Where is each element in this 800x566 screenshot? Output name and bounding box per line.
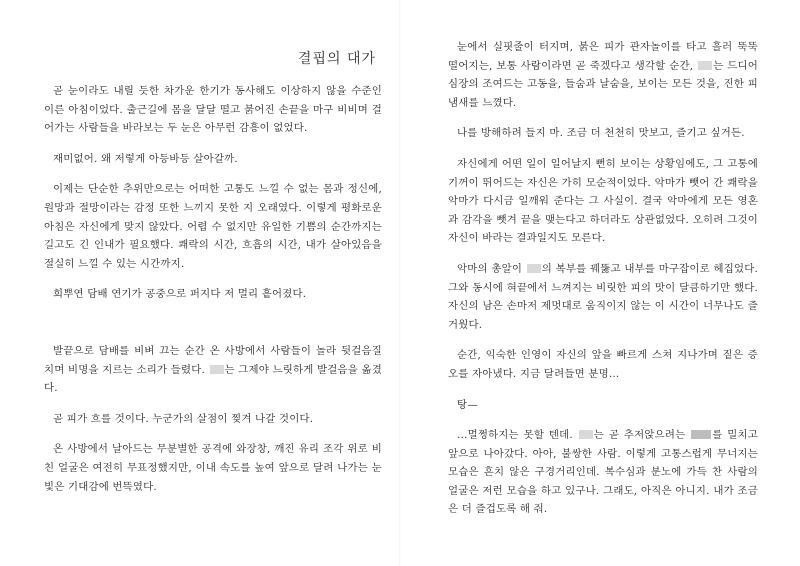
text-run: 는 드디어 심장의 조여드는 고동을, 들숨과 날숨을, 보이는 모든 것을, 진한 피 냄새를 느꼈다. <box>448 59 759 109</box>
paragraph: 순간, 익숙한 인영이 자신의 앞을 빠르게 스쳐 지나가며 짙은 증오를 자아냈다. 지금 달려들면 분명… <box>448 349 758 380</box>
section-gap <box>44 316 382 342</box>
redacted-name <box>579 430 593 439</box>
paragraph <box>448 38 758 112</box>
text-run: 악마의 총알이 <box>457 262 523 275</box>
right-page <box>400 0 800 566</box>
text-run: …멀쩡하지는 못할 텐데. <box>457 429 573 442</box>
text-run: 는 곧 추저앉으려는 <box>593 429 686 442</box>
paragraph: 나를 방해하려 들지 마. 조금 더 천천히 맛보고, 즐기고 싶거든. <box>457 127 745 140</box>
redacted-name <box>210 365 224 374</box>
text-run: 눈에서 실핏줄이 터지며, 붉은 피가 관자놀이를 타고 흘러 뚝뚝 떨어지는, 보통 사람이라면 곧 죽겠다고 생각할 순간, <box>448 41 758 72</box>
redacted-name <box>691 430 711 439</box>
text-run: 의 복부를 꿰뚫고 내부를 마구잡이로 헤집었다. 그와 동시에 혀끝에서 느껴지는 비릿한 피의 맛이 달큼하기만 했다. 자신의 남은 손마저 제멋대로 움직이지 않는 이 시간이 너무나도 즐거웠다. <box>448 262 758 331</box>
paragraph: 온 사방에서 날아드는 무분별한 공격에 와장창, 깨진 유리 조각 위로 비친 얼굴은 여전히 무표정했지만, 이내 속도를 높여 앞으로 달려 나가는 눈빛은 기대감에 번뜩였다. <box>44 443 382 493</box>
paragraph <box>44 342 382 398</box>
text-run: 는 그제야 느릿하게 발걸음을 옮겼다. <box>44 363 382 395</box>
paragraph: 이제는 단순한 추위만으로는 어떠한 고통도 느낄 수 없는 몸과 정신에, 원망과 절망이라는 감정 또한 느끼지 못한 지 오래였다. 이렇게 평화로운 아침은 자신에게 맞지 않았다. 어렵 수 없지만 유일한 기쁨의 순간까지는 길고도 긴 인내가 필요했다. 쾌락의 시간, 흐흠의 시간, 내가 살아있음을 절실히 느낄 수 있는 시간까지. <box>44 183 382 270</box>
chapter-title: 결핍의 대가 <box>297 51 376 67</box>
text-run: 를 밀치고 앞으로 나아갔다. 아아, 불쌍한 사람. 이렇게 고통스럽게 무너지는 모습은 흔치 않은 구경거리인데. 복수심과 분노에 가득 찬 사람의 얼굴은 저런 모습을 하고 있구나. 그래도, 아직은 아니지. 내가 조금은 더 즐겁도록 해 줘. <box>448 429 758 516</box>
paragraph: 자신에게 어떤 일이 일어날지 뻔히 보이는 상황임에도, 그 고통에 기꺼이 뛰어드는 자신은 가히 모순적이었다. 악마가 뺏어 간 쾌락을 악마가 다시금 일깨워 준다는 그 사실이. 결국 악마에게 모든 영혼과 감각을 뺏겨 끝을 맺는다고 하더라도 상관없었다. 오히려 그것이 자신이 바라는 결과일지도 모른다. <box>448 157 758 245</box>
paragraph: 곧 피가 흐를 것이다. 누군가의 살점이 찢겨 나갈 것이다. <box>53 412 314 425</box>
paragraph <box>448 426 758 519</box>
paragraph: 곧 눈이라도 내릴 듯한 차가운 한기가 동사해도 이상하지 않을 수준인 이른 아침이었다. 출근길에 몸을 달달 떨고 붉어진 손끝을 마구 비비며 걸어가는 사람들을 바라보는 두 눈은 아무런 감흥이 없었다. <box>44 85 382 135</box>
redacted-name <box>527 264 541 273</box>
paragraph <box>448 260 758 334</box>
paragraph: 탕— <box>457 398 478 411</box>
text-run: 발끝으로 담배를 비벼 끄는 순간 온 사방에서 사람들이 놀라 뒷걸음질 치며 비명을 지르는 소리가 들렸다. <box>44 344 382 376</box>
paragraph: 재미없어. 왜 저렇게 아등바등 살아갈까. <box>53 152 238 165</box>
redacted-name <box>698 61 712 70</box>
paragraph: 희뿌연 담배 연기가 공중으로 퍼지다 저 멀리 흩어졌다. <box>53 288 307 301</box>
